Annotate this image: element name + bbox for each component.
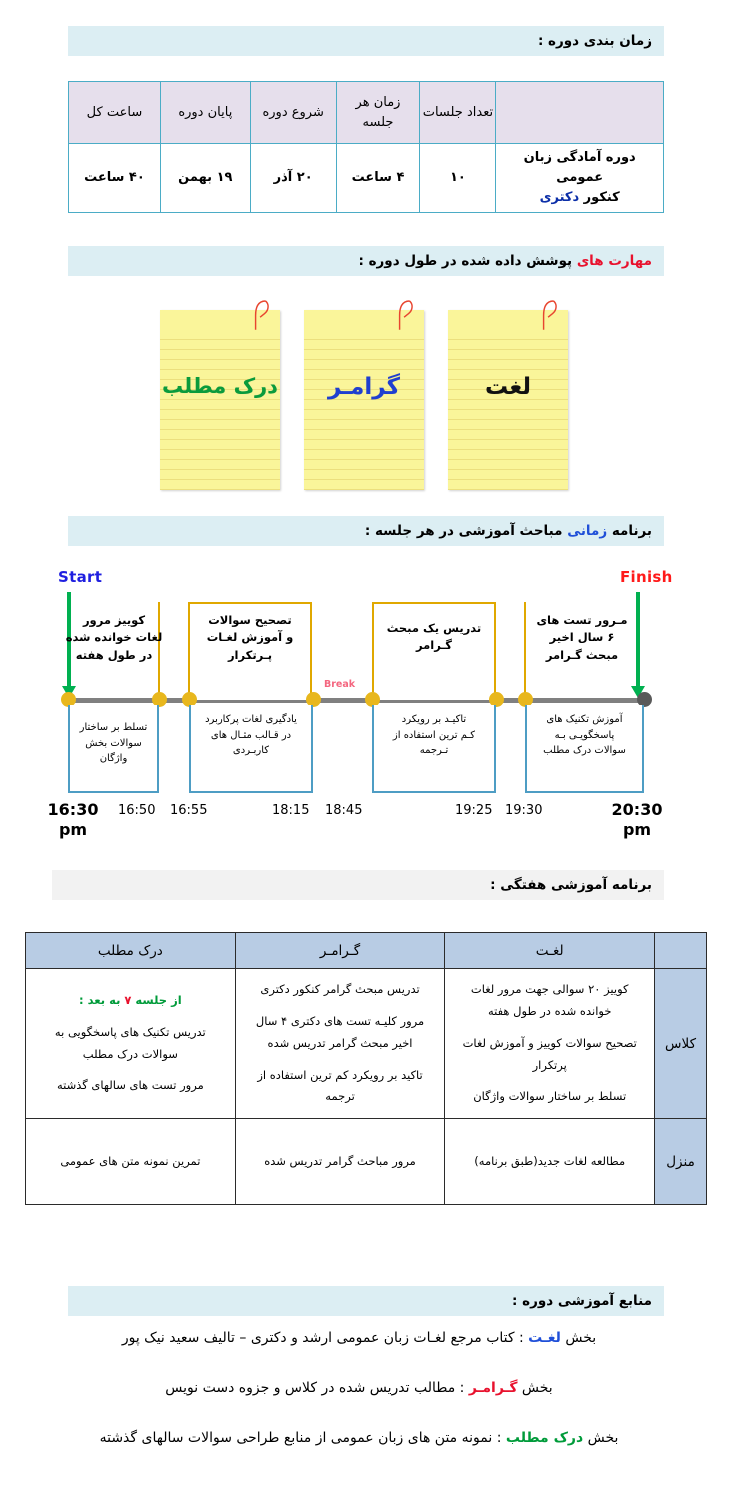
paperclip-icon (540, 299, 558, 339)
item: تدریس تکنیک های پاسخگویی به سوالات درک مطلب (54, 1024, 206, 1061)
time-suffix: pm (622, 820, 652, 839)
sticky-note-label: لغت (485, 374, 531, 400)
cell-session-duration: ۴ ساعت (336, 144, 420, 213)
section-header-timeline-rest: مباحث آموزشی در هر جلسه : (364, 523, 568, 539)
reading-condition-note (36, 990, 225, 1012)
course-title-line2-prefix: کنکور (579, 190, 620, 206)
note-number: ۷ (124, 992, 132, 1007)
timeline-time-4: 18:15 (272, 803, 310, 818)
table-header-row (26, 933, 707, 969)
rowhead-home: منزل (655, 1119, 707, 1205)
course-title-degree: دکتری (539, 190, 580, 206)
th-reading: درک مطلب (26, 933, 236, 969)
section-header-timing (68, 26, 664, 56)
note-word: جلسه (131, 992, 168, 1007)
timeline-detail-4 (529, 712, 640, 759)
line: لغات خوانده شده (65, 630, 163, 645)
resources-list (0, 1330, 732, 1480)
resource-item-grammar (0, 1380, 732, 1396)
resource-prefix: بخش (583, 1430, 619, 1446)
timeline-time-3: 16:55 (170, 803, 208, 818)
line: مبحث گـرامر (545, 647, 619, 662)
cell-sessions: ۱۰ (420, 144, 496, 213)
timeline-time-2: 16:50 (118, 803, 156, 818)
line: ۶ سال اخیر (549, 630, 615, 645)
timeline-detail-1 (72, 720, 155, 767)
section-header-skills-rest: پوشش داده شده در طول دوره : (358, 253, 577, 269)
cell-home-grammar (235, 1119, 445, 1205)
timeline-time-start (44, 800, 102, 840)
th-title (496, 82, 664, 144)
th-blank (655, 933, 707, 969)
line: یادگیری لغات پرکاربرد (205, 714, 297, 725)
section-header-skills (68, 246, 664, 276)
item: تاکید بر رویکرد کم ترین استفاده از ترجمه (257, 1067, 423, 1104)
line: در قـالب مثـال های (210, 729, 292, 741)
section-header-weekly-label: برنامه آموزشی هفتگی : (490, 877, 652, 893)
resource-prefix: بخش (560, 1330, 597, 1346)
sticky-note-label: گرامـر (328, 374, 400, 400)
th-sessions: تعداد جلسات (420, 82, 496, 144)
timeline-activity-4 (528, 612, 636, 664)
section-header-timing-label: زمان بندی دوره : (537, 33, 652, 49)
weekly-plan-table (25, 932, 707, 1205)
line: کوییز مرور (82, 613, 146, 627)
time-value: 16:30 (47, 800, 99, 819)
cell-home-vocabulary (445, 1119, 655, 1205)
timeline-time-6: 19:25 (455, 803, 493, 818)
timeline-start-label: Start (58, 568, 103, 586)
item: مرور مباحث گرامر تدریس شده (264, 1153, 416, 1168)
th-vocabulary: لغـت (445, 933, 655, 969)
session-timeline (0, 560, 732, 850)
line: مـرور تست های (536, 613, 628, 627)
th-end-date: پایان دوره (160, 82, 250, 144)
resource-text: : نمونه متن های زبان عمومی از منابع طراحی سوالات سالهای گذشته (99, 1430, 506, 1446)
resource-item-vocabulary (0, 1330, 732, 1346)
sticky-note-reading (160, 310, 280, 490)
sticky-note-grammar (304, 310, 424, 490)
time-suffix: pm (58, 820, 88, 839)
section-header-weekly (52, 870, 664, 900)
timeline-activity-1 (62, 612, 166, 664)
cell-home-reading (26, 1119, 236, 1205)
line: کـم ترین استفاده از (392, 729, 476, 741)
th-total-hours: ساعت کل (69, 82, 161, 144)
resource-key: لغـت (528, 1330, 561, 1346)
section-header-timeline (68, 516, 664, 546)
item: تصحیح سوالات کوییز و آموزش لغات پرتکرار (462, 1035, 637, 1072)
resource-key: گـرامـر (468, 1380, 518, 1396)
sticky-note-label: درک مطلب (162, 374, 278, 398)
line: و آموزش لغـات (206, 630, 294, 645)
item: کوییز ۲۰ سوالی جهت مرور لغات خوانده شده در طول هفته (470, 982, 629, 1018)
item: مرور کلیـه تست های دکتری ۴ سال اخیر مبحث گرامر تدریس شده (255, 1013, 425, 1050)
timeline-time-5: 18:45 (325, 803, 363, 818)
table-row-class (26, 969, 707, 1119)
cell-class-vocabulary (445, 969, 655, 1119)
line: تسلط بر ساختار (79, 722, 148, 733)
timeline-time-7: 19:30 (505, 803, 543, 818)
timeline-detail-3 (376, 712, 492, 759)
line: در طول هفته (75, 647, 153, 662)
paperclip-icon (252, 299, 270, 339)
section-header-timeline-prefix: برنامه (607, 523, 652, 539)
cell-start-date: ۲۰ آذر (250, 144, 336, 213)
cell-total-hours: ۴۰ ساعت (69, 144, 161, 213)
section-header-skills-highlight: مهارت های (576, 253, 652, 269)
line: پاسخگویـی بـه (554, 729, 615, 741)
resource-item-reading (0, 1430, 732, 1446)
item: تسلط بر ساختار سوالات واژگان (473, 1089, 627, 1104)
table-row (69, 144, 664, 213)
resource-text: : مطالب تدریس شده در کلاس و جزوه دست نویس (165, 1380, 469, 1396)
section-header-timeline-highlight: زمانی (567, 523, 608, 539)
line: تدریس یک مبحث (386, 621, 482, 635)
time-value: 20:30 (611, 800, 663, 819)
item: تمرین نمونه متن های عمومی (60, 1153, 201, 1168)
line: سوالات درک مطلب (543, 745, 626, 756)
resource-text: : کتاب مرجع لغـات زبان عمومی ارشد و دکتری – تالیف سعید نیک پور (121, 1330, 529, 1346)
cell-course-title (496, 144, 664, 213)
th-session-duration: زمان هر جلسه (336, 82, 420, 144)
item: تدریس مبحث گرامر کنکور دکتری (260, 982, 420, 996)
line: تـرجمه (419, 745, 449, 756)
course-timing-table (68, 81, 664, 213)
resource-prefix: بخش (517, 1380, 553, 1396)
timeline-divider-4 (524, 602, 526, 700)
note-prefix: از (167, 992, 182, 1007)
sticky-note-vocabulary (448, 310, 568, 490)
table-row-home (26, 1119, 707, 1205)
paperclip-icon (396, 299, 414, 339)
course-title-line1: دوره آمادگی زبان عمومی (523, 150, 636, 186)
timeline-activity-2 (192, 612, 308, 664)
line: کاربـردی (232, 745, 270, 756)
line: تصحیح سوالات (208, 613, 292, 627)
table-header-row (69, 82, 664, 144)
timeline-time-end (606, 800, 668, 840)
th-start-date: شروع دوره (250, 82, 336, 144)
section-header-resources (68, 1286, 664, 1316)
timeline-activity-3 (376, 620, 492, 655)
resource-key: درک مطلب (505, 1430, 584, 1446)
cell-class-reading (26, 969, 236, 1119)
line: تاکیـد بر رویکرد (401, 714, 467, 725)
note-suffix: به بعد : (79, 992, 125, 1007)
line: گـرامر (416, 638, 452, 653)
line: آموزش تکنیک های (546, 714, 623, 725)
timeline-finish-label: Finish (620, 568, 673, 586)
section-header-resources-label: منابع آموزشی دوره : (512, 1293, 652, 1309)
item: مطالعه لغات جدید(طبق برنامه) (474, 1153, 626, 1168)
th-grammar: گـرامـر (235, 933, 445, 969)
timeline-break-label: Break (324, 679, 356, 690)
rowhead-class: کلاس (655, 969, 707, 1119)
skills-notes-group (0, 300, 732, 490)
item: مرور تست های سالهای گذشته (56, 1078, 204, 1093)
timeline-detail-2 (193, 712, 309, 759)
cell-end-date: ۱۹ بهمن (160, 144, 250, 213)
cell-class-grammar (235, 969, 445, 1119)
line: سوالات بخش واژگان (85, 737, 142, 764)
line: پـرتکرار (227, 647, 273, 662)
